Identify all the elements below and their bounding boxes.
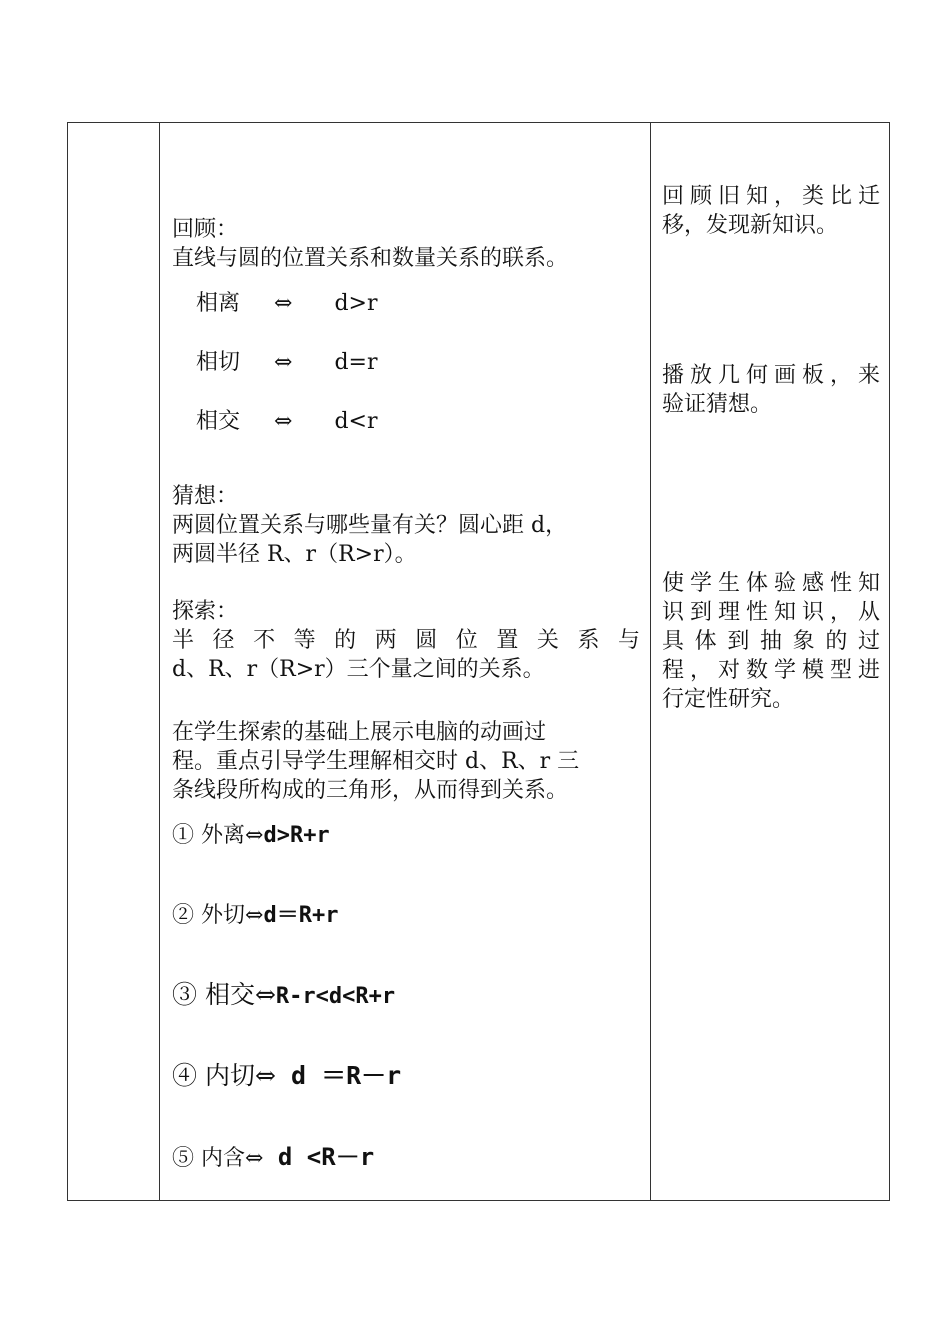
guess-line-2: 两圆半径 R、r（R>r）。	[172, 542, 417, 567]
formula-number: ④	[172, 1061, 198, 1090]
formula-expr: d＝R+r	[263, 903, 339, 928]
equivalence-symbol: ⇔	[274, 350, 293, 375]
formula-number: ①	[172, 823, 195, 848]
review-label: 回顾：	[172, 217, 239, 242]
relation-expr: d<r	[334, 409, 378, 434]
formula-3	[172, 980, 395, 1011]
formula-4	[172, 1061, 401, 1090]
formula-number: ⑤	[172, 1146, 195, 1171]
note-2-line-1: 播放几何画板，来	[662, 363, 880, 388]
note-3-line-2: 识到理性知识，从	[662, 600, 880, 625]
relation-name: 相交	[196, 409, 241, 434]
explore-label: 探索：	[172, 599, 239, 624]
formula-name: 内切⇔	[204, 1061, 276, 1090]
demo-line-1: 在学生探索的基础上展示电脑的动画过	[172, 720, 547, 745]
formula-name: 相交⇔	[204, 980, 276, 1009]
relation-expr: d>r	[334, 291, 378, 316]
note-3-line-3: 具体到抽象的过	[662, 629, 880, 654]
explore-line-2: d、R、r（R>r）三个量之间的关系。	[172, 657, 545, 682]
guess-label: 猜想：	[172, 484, 239, 509]
formula-name: 外离⇔	[201, 823, 264, 848]
relation-name: 相切	[196, 350, 241, 375]
column-divider-right	[650, 123, 651, 1200]
relation-separate	[196, 289, 378, 318]
formula-number: ③	[172, 980, 198, 1009]
equivalence-symbol: ⇔	[274, 409, 293, 434]
note-3-line-4: 程，对数学模型进	[662, 658, 880, 683]
explore-line-1: 半径不等的两圆位置关系与	[172, 628, 640, 653]
relation-expr: d=r	[334, 350, 378, 375]
formula-name: 外切⇔	[201, 903, 264, 928]
formula-2	[172, 901, 338, 930]
formula-expr: d ＝R－r	[275, 1061, 402, 1090]
note-1-line-1: 回顾旧知，类比迁	[662, 184, 880, 209]
formula-5	[172, 1143, 374, 1173]
formula-expr: R-r<d<R+r	[275, 984, 396, 1009]
demo-line-3: 条线段所构成的三角形，从而得到关系。	[172, 778, 569, 803]
formula-expr: d <R－r	[263, 1143, 375, 1171]
equivalence-symbol: ⇔	[274, 291, 293, 316]
lesson-table	[67, 122, 890, 1201]
guess-line-1: 两圆位置关系与哪些量有关？圆心距 d，	[172, 513, 568, 538]
formula-number: ②	[172, 903, 195, 928]
formula-expr: d>R+r	[263, 823, 330, 848]
demo-line-2: 程。重点引导学生理解相交时 d、R、r 三	[172, 749, 580, 774]
relation-tangent	[196, 348, 378, 377]
note-3-line-5: 行定性研究。	[662, 687, 795, 712]
review-text: 直线与圆的位置关系和数量关系的联系。	[172, 246, 569, 271]
formula-1	[172, 821, 330, 850]
note-1-line-2: 移，发现新知识。	[662, 213, 839, 238]
relation-intersect	[196, 407, 378, 436]
column-divider-left	[159, 123, 160, 1200]
note-2-line-2: 验证猜想。	[662, 392, 773, 417]
formula-name: 内含⇔	[201, 1146, 264, 1171]
note-3-line-1: 使学生体验感性知	[662, 571, 880, 596]
relation-name: 相离	[196, 291, 241, 316]
